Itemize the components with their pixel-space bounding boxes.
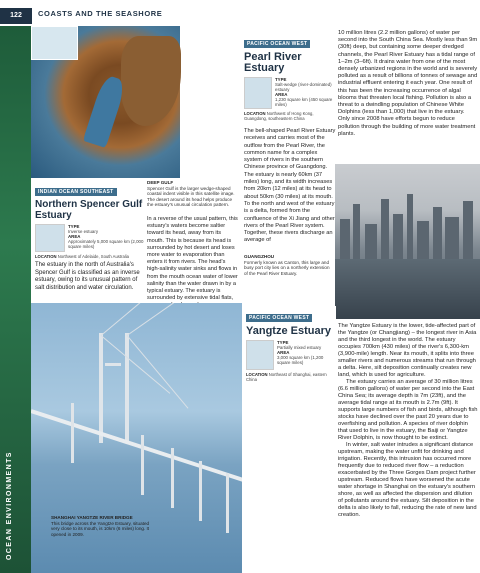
inset-map: [31, 26, 78, 60]
bridge-text: This bridge across the Yangtze Estuary, situated very close to its mouth, is 10km (6 miles) long. It opened in 2009.: [51, 520, 150, 537]
pearl-locator-map: [244, 77, 272, 109]
guangzhou-text: Formerly known as Canton, this large and busy port city lies on a northerly extension of the Pearl River Estuary.: [244, 259, 330, 276]
page-header: [0, 0, 480, 26]
pearl-title: Pearl River Estuary: [244, 51, 302, 74]
side-label: OCEAN ENVIRONMENTS: [6, 451, 13, 560]
bridge-heading: SHANGHAI YANGTZE RIVER BRIDGE: [51, 515, 133, 520]
guangzhou-photo: [335, 164, 480, 319]
yangtze-fact-label: AREA: [277, 350, 290, 355]
spencer-location: Northwest of Adelaide, South Australia: [57, 254, 129, 259]
yangtze-location: Northeast of Shanghai, eastern China: [246, 372, 327, 382]
yangtze-tag: PACIFIC OCEAN WEST: [246, 314, 312, 322]
spencer-locator-map: [35, 224, 65, 252]
section-title: COASTS AND THE SEASHORE: [38, 9, 163, 18]
yangtze-fact-label: TYPE: [277, 340, 289, 345]
guangzhou-caption: [244, 254, 332, 276]
spencer-body: The estuary in the north of Australia's Spencer Gulf is classified as an inverse estuary, owing to its unusual pattern of salt distribution and water circulation.: [35, 262, 140, 291]
side-strip: [0, 26, 31, 573]
deep-gulf-caption: [147, 180, 235, 208]
guangzhou-heading: GUANGZHOU: [244, 254, 275, 259]
pearl-body: The bell-shaped Pearl River Estuary receives and carries most of the outflow from the Pearl River, the common name for a complex system of rivers in the southern Chinese province of Guangdong. The estuary is nearly 60km (37 miles) long, and its width increases from 20km (12 miles) at its head to about 50km (30 miles) at its mouth. To the north and west of the estuary is a delta, formed from the confluence of the Xi Jiang and other rivers of the Pearl River system. Together, these rivers discharge an average of: [244, 128, 336, 244]
pearl-fact-value: 1,230 square km (450 square miles): [275, 97, 333, 107]
spencer-fact-label: AREA: [68, 234, 81, 239]
bridge-photo: [31, 303, 242, 573]
yangtze-info-box: [246, 306, 336, 382]
yangtze-locator-map: [246, 340, 274, 370]
yangtze-body: [338, 323, 478, 519]
spencer-info-box: [35, 180, 145, 259]
spencer-body-2: In a reverse of the usual pattern, this estuary's waters become saltier toward its head, away from its mouth. This is because its head is surrounded by hot desert and loses more water to evaporation than enters it from rivers. The head's high-salinity water sinks and flows in from the mouth ocean water of lower salinity than the water drawn in by a typical estuary. The estuary is surrounded by extensive tidal flats,: [147, 216, 238, 302]
yangtze-fact-value: 3,000 square km (1,200 square miles): [277, 355, 324, 365]
pearl-location: Northwest of Hong Kong, Guangdong, southeastern China: [244, 111, 314, 121]
pearl-tag: PACIFIC OCEAN WEST: [244, 40, 310, 48]
pearl-fact-label: TYPE: [275, 77, 287, 82]
yangtze-body-p2: The estuary carries an average of 30 million litres (6.6 million gallons) of water per second into the East China Sea; its average depth is 7m (23ft), and the average tidal range at its mouth is 2.7m (9ft). It supports large numbers of fish and birds, although fish stocks have declined over the past 20 years due to overfishing and pollution. A species of river dolphin that used to live in the estuary, the Baiji or Yangtze River Dolphin, is now thought to be extinct.: [338, 379, 478, 441]
yangtze-fact-value: Partially mixed estuary: [277, 345, 322, 350]
bridge-caption: [51, 515, 151, 537]
yangtze-body-p3: In winter, salt water intrudes a significant distance upstream, making the water unfit for drinking and irrigation. Recently, this intrusion has occurred more frequently due to reduced river flow – a reduction exacerbated by the Three Gorges Dam project further upstream. Reduced flows have worsened the acute water shortage in Shanghai on the estuary's southern shore, as well as affected the dispersion and dilution of pollutants around the estuary. Silt deposition in the delta is also likely to fall, reducing the rate of new land creation.: [338, 442, 477, 518]
deep-gulf-text: Spencer Gulf is the larger wedge-shaped coastal indent visible in this satellite image. The desert around its head helps produce the estuary's unusual circulation pattern.: [147, 185, 235, 207]
deep-gulf-heading: DEEP GULF: [147, 180, 174, 185]
pearl-body-right: 10 million litres (2.2 million gallons) of water per second into the South China Sea. Mostly less than 9m (30ft) deep, but containing some deeper dredged channels, the Pearl River Estuary has a tidal range of 1–2m (3–6ft). It drains water from one of the most densely urbanized regions in the world and is severely polluted as a result of billions of tonnes of sewage and industrial effluent entering it each year. One result of this has been the increasing occurrence of algal blooms that threaten local fishing. Pollution is also a threat to a dwindling population of Chinese White Dolphins (less than 1,000) that live in the estuary. Only since 2008 have efforts begun to reduce pollution through the building of more water treatment plants.: [338, 30, 478, 137]
spencer-fact-value: Approximately 5,000 square km (2,000 square miles): [68, 239, 144, 249]
pearl-fact-label: AREA: [275, 92, 288, 97]
spencer-title: Northern Spencer Gulf Estuary: [35, 199, 143, 221]
location-label: LOCATION: [244, 111, 266, 116]
pearl-info-box: [244, 32, 334, 121]
spencer-fact-label: TYPE: [68, 224, 80, 229]
location-label: LOCATION: [35, 254, 57, 259]
pearl-fact-value: Salt-wedge (river-dominated) estuary: [275, 82, 332, 92]
yangtze-body-p1: The Yangtze Estuary is the lower, tide-affected part of the Yangtze (or Changjiang) – the longest river in Asia and the third longest in the world. The estuary occupies 700km (430 miles) of the river's 6,300-km (3,900-mile) length. Near its mouth, it splits into three smaller rivers and numerous streams that run through a delta. Here, silt deposition continually creates new land, which is used for agriculture.: [338, 323, 477, 378]
page-number: 122: [0, 8, 32, 24]
spencer-tag: INDIAN OCEAN SOUTHEAST: [35, 188, 117, 196]
spencer-fact-value: Inverse estuary: [68, 229, 99, 234]
location-label: LOCATION: [246, 372, 268, 377]
yangtze-title: Yangtze Estuary: [246, 325, 331, 337]
